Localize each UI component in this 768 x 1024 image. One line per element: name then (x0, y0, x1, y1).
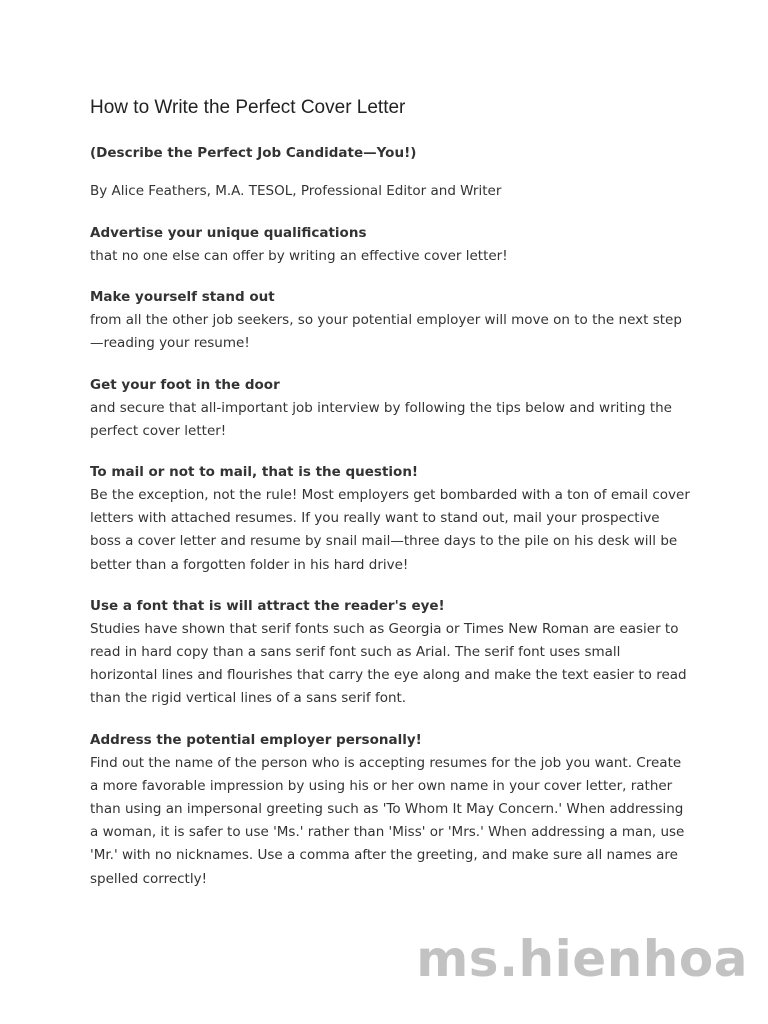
section-body: Be the exception, not the rule! Most employers get bombarded with a ton of email cover letters with attached resumes. If you really want to stand out, mail your prospective boss a cover letter and resume by snail mail—three days to the pile on his desk will be better than a forgotten folder in his hard drive! (90, 487, 690, 573)
section-body: Studies have shown that serif fonts such as Georgia or Times New Roman are easier to read in hard copy than a sans serif font such as Arial. The serif font uses small horizontal lines and flourishes that carry the eye along and make the text easier to read than the rigid vertical lines of a sans serif font. (90, 620, 687, 707)
page-title: How to Write the Perfect Cover Letter (90, 97, 406, 118)
section-heading: Address the potential employer personally! (90, 731, 422, 748)
section-address-employer (90, 729, 690, 891)
section-body: from all the other job seekers, so your potential employer will move on to the next step—reading your resume! (90, 312, 682, 352)
section-mail-or-not (90, 461, 690, 577)
document-body (90, 95, 690, 909)
section-body: that no one else can offer by writing an effective cover letter! (90, 248, 508, 264)
section-stand-out (90, 286, 690, 355)
author-byline: By Alice Feathers, M.A. TESOL, Professional Editor and Writer (90, 183, 502, 199)
section-heading: Advertise your unique qualifications (90, 225, 367, 241)
watermark: ms.hienhoa (416, 930, 748, 988)
section-heading: Get your foot in the door (90, 376, 280, 393)
section-heading: To mail or not to mail, that is the question! (90, 464, 419, 481)
section-advertise-qualifications (90, 222, 690, 268)
section-heading: Make yourself stand out (90, 289, 275, 306)
section-font-choice (90, 595, 690, 711)
section-body: and secure that all-important job interview by following the tips below and writing the perfect cover letter! (90, 399, 672, 439)
document-subtitle: (Describe the Perfect Job Candidate—You!) (90, 145, 417, 161)
section-foot-in-door (90, 374, 690, 443)
section-heading: Use a font that is will attract the reader's eye! (90, 597, 445, 614)
section-body: Find out the name of the person who is accepting resumes for the job you want. Create a more favorable impression by using his or her own name in your cover letter, rather than using an impersonal greeting such as 'To Whom It May Concern.' When addressing a woman, it is safer to use 'Ms.' rather than 'Miss' or 'Mrs.' When addressing a man, use 'Mr.' with no nicknames. Use a comma after the greeting, and make sure all names are spelled correctly! (90, 754, 685, 887)
